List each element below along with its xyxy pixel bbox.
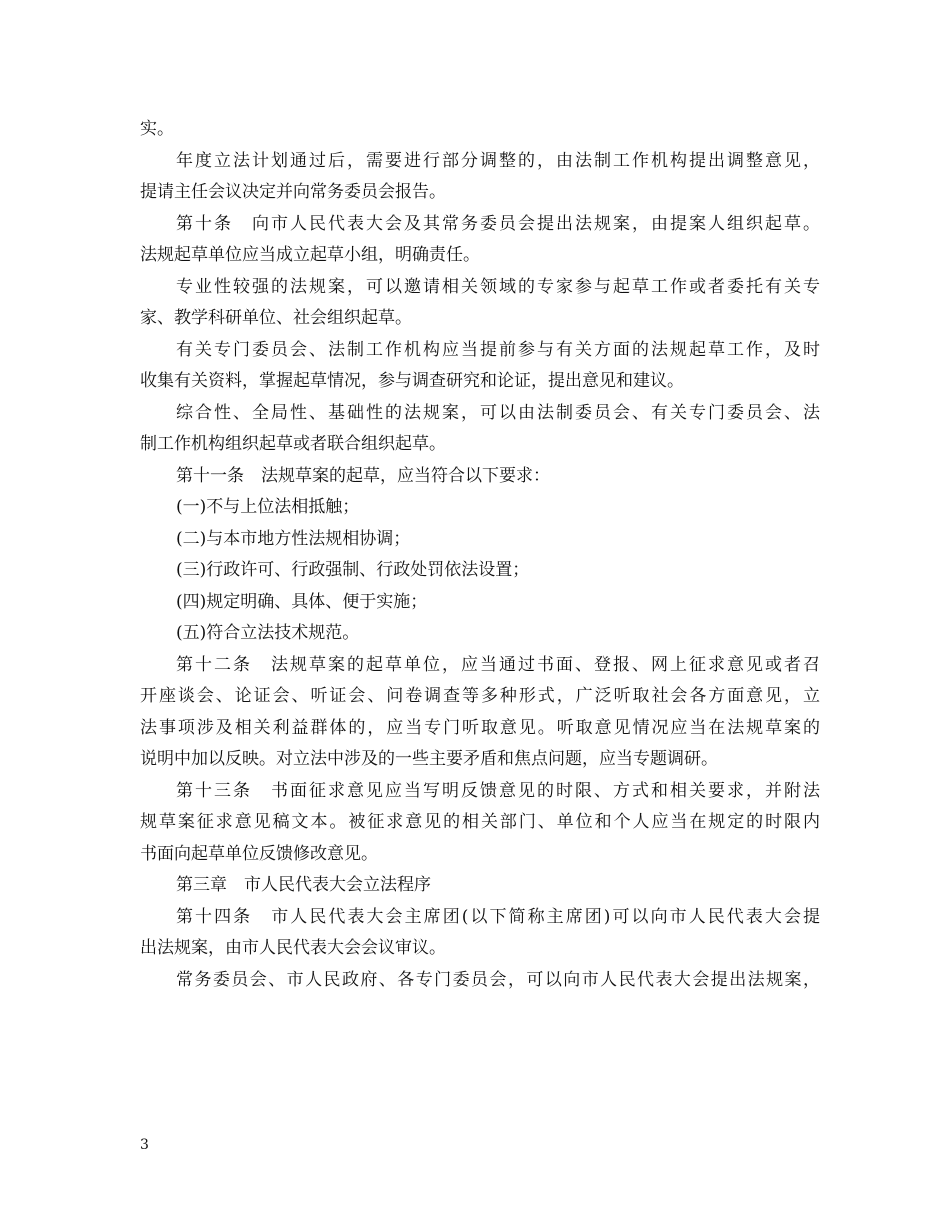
text-line: 有关专门委员会、法制工作机构应当提前参与有关方面的法规起草工作，及时: [176, 339, 820, 360]
text-line: 规草案征求意见稿文本。被征求意见的相关部门、单位和个人应当在规定的时限内: [140, 812, 820, 832]
text-line: 实。: [140, 119, 174, 139]
text-line: 书面向起草单位反馈修改意见。: [140, 843, 378, 864]
text-line: 第十四条 市人民代表大会主席团(以下简称主席团)可以向市人民代表大会提: [176, 906, 820, 927]
text-line: 开座谈会、论证会、听证会、问卷调查等多种形式，广泛听取社会各方面意见，立: [140, 686, 820, 706]
text-line: 专业性较强的法规案，可以邀请相关领域的专家参与起草工作或者委托有关专: [176, 276, 820, 297]
text-line: 第十条 向市人民代表大会及其常务委员会提出法规案，由提案人组织起草。: [176, 213, 820, 234]
text-line: 法事项涉及相关利益群体的，应当专门听取意见。听取意见情况应当在法规草案的: [140, 717, 820, 738]
text-line: 收集有关资料，掌握起草情况，参与调查研究和论证，提出意见和建议。: [140, 371, 684, 391]
text-line: (三)行政许可、行政强制、行政处罚依法设置；: [176, 560, 530, 580]
text-line: 第十一条 法规草案的起草，应当符合以下要求：: [176, 465, 550, 486]
text-line: 第十三条 书面征求意见应当写明反馈意见的时限、方式和相关要求，并附法: [176, 780, 820, 801]
text-line: 家、教学科研单位、社会组织起草。: [140, 308, 412, 328]
text-line: 提请主任会议决定并向常务委员会报告。: [140, 182, 446, 202]
text-line: (五)符合立法技术规范。: [176, 623, 360, 643]
chapter-heading: 第三章 市人民代表大会立法程序: [176, 875, 431, 895]
document-body: [140, 114, 820, 996]
text-line: (四)规定明确、具体、便于实施；: [176, 591, 428, 612]
text-line: 综合性、全局性、基础性的法规案，可以由法制委员会、有关专门委员会、法: [176, 402, 820, 423]
text-line: (一)不与上位法相抵触；: [176, 497, 360, 517]
text-line: 常务委员会、市人民政府、各专门委员会，可以向市人民代表大会提出法规案，: [176, 969, 820, 990]
text-line: 制工作机构组织起草或者联合组织起草。: [140, 434, 446, 454]
page-number: 3: [140, 1137, 149, 1153]
text-line: (二)与本市地方性法规相协调；: [176, 528, 411, 549]
text-line: 出法规案，由市人民代表大会会议审议。: [140, 938, 446, 958]
text-line: 法规起草单位应当成立起草小组，明确责任。: [140, 245, 480, 265]
text-line: 说明中加以反映。对立法中涉及的一些主要矛盾和焦点问题，应当专题调研。: [140, 749, 718, 769]
text-line: 第十二条 法规草案的起草单位，应当通过书面、登报、网上征求意见或者召: [176, 654, 820, 675]
text-line: 年度立法计划通过后，需要进行部分调整的，由法制工作机构提出调整意见，: [176, 150, 820, 171]
